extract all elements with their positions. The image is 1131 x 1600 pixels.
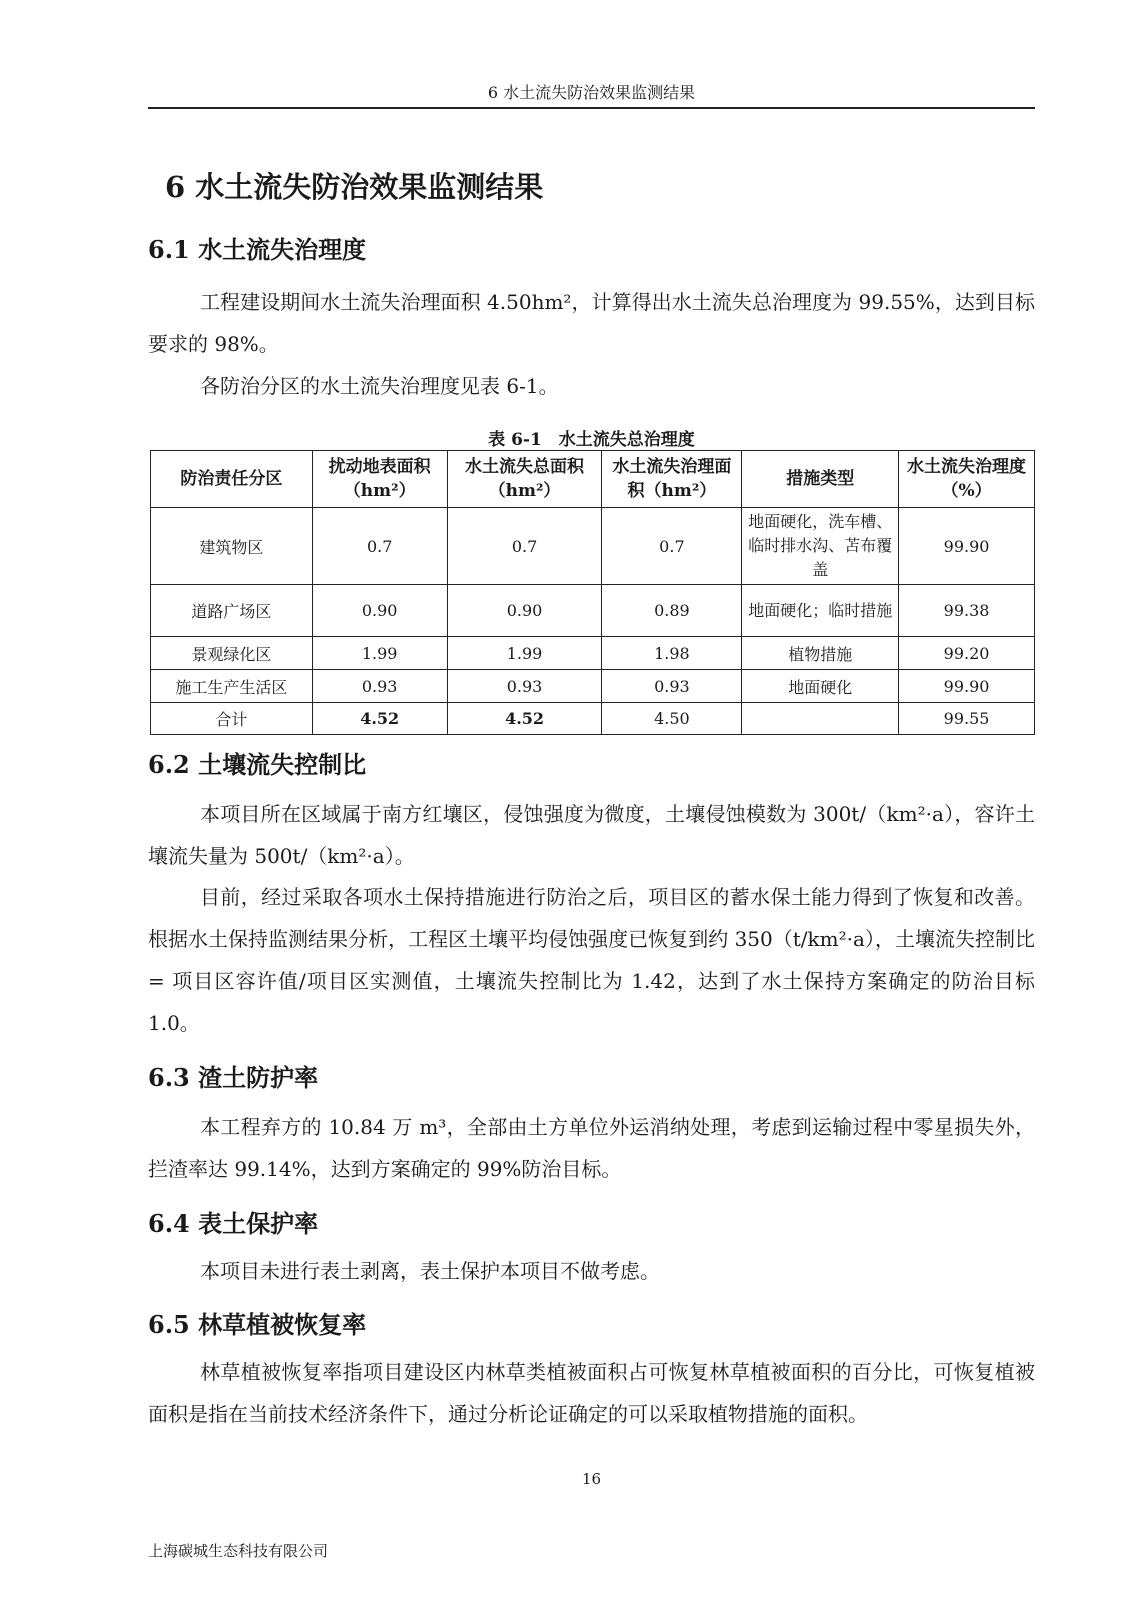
- table-cell: 0.93: [602, 670, 742, 703]
- table-cell: 0.90: [312, 585, 447, 637]
- section-6-1-para-1: 工程建设期间水土流失治理面积 4.50hm²，计算得出水土流失总治理度为 99.55%，达到目标要求的 98%。: [148, 290, 1035, 356]
- section-6-2-para-1: 本项目所在区域属于南方红壤区，侵蚀强度为微度，土壤侵蚀模数为 300t/（km²·a），容许土壤流失量为 500t/（km²·a）。: [148, 802, 1035, 868]
- table-cell: 0.7: [602, 508, 742, 585]
- header-cell: 水土流失治理面积（hm²）: [602, 451, 742, 508]
- table-cell: 0.93: [312, 670, 447, 703]
- section-6-1-heading: 6.1 水土流失治理度: [148, 235, 367, 264]
- table-cell: 99.55: [899, 703, 1035, 735]
- header-cell: 扰动地表面积（hm²）: [312, 451, 447, 508]
- table-cell: 99.20: [899, 637, 1035, 670]
- table-cell: 建筑物区: [151, 508, 313, 585]
- header-cell: 水土流失总面积（hm²）: [447, 451, 602, 508]
- table-cell: 0.90: [447, 585, 602, 637]
- section-6-5-heading: 6.5 林草植被恢复率: [148, 1310, 367, 1339]
- table-cell: 地面硬化，洗车槽、临时排水沟、苫布覆盖: [742, 508, 899, 585]
- header-cell: 水土流失治理度（%）: [899, 451, 1035, 508]
- section-6-4-para-1: 本项目未进行表土剥离，表土保护本项目不做考虑。: [200, 1259, 660, 1283]
- chapter-title: 6 水土流失防治效果监测结果: [165, 170, 544, 204]
- table-row: [151, 585, 1035, 637]
- table-cell: 景观绿化区: [151, 637, 313, 670]
- table-row: [151, 670, 1035, 703]
- table-cell: 0.93: [447, 670, 602, 703]
- header-rule: [148, 107, 1035, 109]
- table-cell: 施工生产生活区: [151, 670, 313, 703]
- section-6-3-heading: 6.3 渣土防护率: [148, 1063, 319, 1092]
- section-6-3-para-1: 本工程弃方的 10.84 万 m³，全部由土方单位外运消纳处理，考虑到运输过程中零星损失外，拦渣率达 99.14%，达到方案确定的 99%防治目标。: [148, 1115, 1035, 1181]
- table-cell: 99.90: [899, 508, 1035, 585]
- section-6-2-heading: 6.2 土壤流失控制比: [148, 750, 367, 779]
- header-cell: 防治责任分区: [151, 451, 313, 508]
- header-cell: 措施类型: [742, 451, 899, 508]
- table-cell: 4.50: [602, 703, 742, 735]
- section-6-5-para-1: 林草植被恢复率指项目建设区内林草类植被面积占可恢复林草植被面积的百分比，可恢复植被面积是指在当前技术经济条件下，通过分析论证确定的可以采取植物措施的面积。: [148, 1360, 1035, 1426]
- table-cell: 道路广场区: [151, 585, 313, 637]
- table-cell: [742, 703, 899, 735]
- table-cell: 地面硬化: [742, 670, 899, 703]
- table-row: [151, 508, 1035, 585]
- table-cell: 0.7: [312, 508, 447, 585]
- table-total-row: [151, 703, 1035, 735]
- table-cell: 1.98: [602, 637, 742, 670]
- company-name: 上海碳城生态科技有限公司: [148, 1542, 329, 1560]
- table-row: [151, 637, 1035, 670]
- governance-table: [150, 450, 1035, 735]
- table-header-row: [151, 451, 1035, 508]
- table-cell: 99.38: [899, 585, 1035, 637]
- table-cell: 植物措施: [742, 637, 899, 670]
- table-caption: 表 6-1 水土流失总治理度: [488, 430, 695, 450]
- section-6-1-para-2: 各防治分区的水土流失治理度见表 6-1。: [200, 374, 559, 398]
- table-cell: 0.89: [602, 585, 742, 637]
- page-number: 16: [581, 1470, 602, 1488]
- section-6-2-para-2: 目前，经过采取各项水土保持措施进行防治之后，项目区的蓄水保土能力得到了恢复和改善。根据水土保持监测结果分析，工程区土壤平均侵蚀强度已恢复到约 350（t/km²·a），土壤流失控制比 = 项目区容许值/项目区实测值，土壤流失控制比为 1.42，达到了水土保持方案确定的防治目标 1.0。: [148, 885, 1035, 1035]
- table-cell: 0.7: [447, 508, 602, 585]
- table-cell: 合计: [151, 703, 313, 735]
- running-header: 6 水土流失防治效果监测结果: [487, 83, 696, 102]
- section-6-4-heading: 6.4 表土保护率: [148, 1209, 319, 1238]
- table-cell: 99.90: [899, 670, 1035, 703]
- table-cell: 地面硬化；临时措施: [742, 585, 899, 637]
- table-cell: 1.99: [312, 637, 447, 670]
- table-cell: 4.52: [447, 703, 602, 735]
- table-cell: 4.52: [312, 703, 447, 735]
- table-cell: 1.99: [447, 637, 602, 670]
